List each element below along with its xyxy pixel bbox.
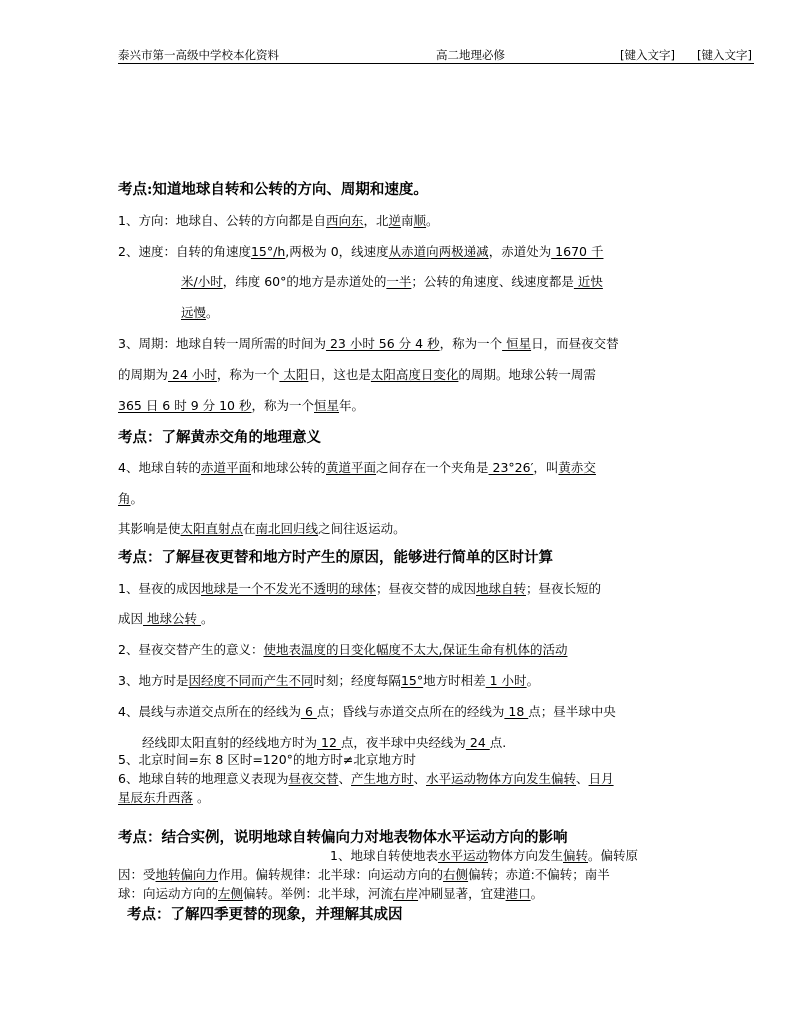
section-title-coriolis: 考点：结合实例，说明地球自转偏向力对地表物体水平运动方向的影响 bbox=[118, 829, 568, 846]
paragraph-terminator-line2: 经线即太阳直射的经线地方时为 12 点，夜半球中央经线为 24 点. bbox=[142, 735, 507, 750]
header-placeholder-1[interactable]: [键入文字] bbox=[620, 48, 675, 62]
section-title-rotation-revolution: 考点:知道地球自转和公转的方向、周期和速度。 bbox=[118, 181, 428, 198]
paragraph-period-line2: 的周期为 24 小时，称为一个 太阳日，这也是太阳高度日变化的周期。地球公转一周需 bbox=[118, 367, 596, 382]
paragraph-daynight-line1: 1、昼夜的成因地球是一个不发光不透明的球体；昼夜交替的成因地球自转；昼夜长短的 bbox=[118, 581, 602, 596]
paragraph-daynight-line2: 成因 地球公转 。 bbox=[118, 611, 214, 626]
paragraph-obliquity-line2: 角。 bbox=[118, 491, 144, 506]
paragraph-period-line1: 3、周期：地球自转一周所需的时间为 23 小时 56 分 4 秒，称为一个 恒星日，而昼夜交替 bbox=[118, 336, 619, 351]
section-title-day-night: 考点：了解昼夜更替和地方时产生的原因，能够进行简单的区时计算 bbox=[118, 549, 553, 566]
paragraph-speed-line1: 2、速度：自转的角速度15°/h,两极为 0，线速度从赤道向两极递减，赤道处为 1670 千 bbox=[118, 244, 604, 259]
section-title-ecliptic: 考点：了解黄赤交角的地理意义 bbox=[118, 429, 321, 446]
paragraph-beijing-time: 5、北京时间=东 8 区时=120°的地方时≠北京地方时 bbox=[118, 752, 416, 767]
paragraph-coriolis-line3: 球：向运动方向的左侧偏转。举例：北半球，河流右岸冲刷显著，宜建港口。 bbox=[118, 886, 544, 901]
paragraph-coriolis-line1: 1、地球自转使地表水平运动物体方向发生偏转。偏转原 bbox=[330, 848, 639, 863]
paragraph-period-line3: 365 日 6 时 9 分 10 秒，称为一个恒星年。 bbox=[118, 398, 365, 413]
paragraph-rotation-meaning-line2: 星辰东升西落 。 bbox=[118, 790, 210, 805]
section-title-seasons: 考点：了解四季更替的现象，并理解其成因 bbox=[127, 906, 403, 923]
paragraph-speed-line2: 米/小时，纬度 60°的地方是赤道处的一半；公转的角速度、线速度都是 近快 bbox=[181, 274, 603, 289]
paragraph-terminator-line1: 4、晨线与赤道交点所在的经线为 6 点；昏线与赤道交点所在的经线为 18 点；昼半球中央 bbox=[118, 704, 616, 719]
paragraph-daynight-meaning: 2、昼夜交替产生的意义：使地表温度的日变化幅度不太大,保证生命有机体的活动 bbox=[118, 642, 568, 657]
paragraph-rotation-meaning-line1: 6、地球自转的地理意义表现为昼夜交替、产生地方时、水平运动物体方向发生偏转、日月 bbox=[118, 771, 614, 786]
paragraph-direction: 1、方向：地球自、公转的方向都是自西向东，北逆南顺。 bbox=[118, 213, 439, 228]
header-school: 泰兴市第一高级中学校本化资料 bbox=[118, 48, 279, 62]
paragraph-speed-line3: 远慢。 bbox=[181, 305, 219, 320]
paragraph-obliquity-line1: 4、地球自转的赤道平面和地球公转的黄道平面之间存在一个夹角是 23°26′，叫黄赤交 bbox=[118, 460, 596, 475]
paragraph-coriolis-line2: 因：受地转偏向力作用。偏转规律：北半球：向运动方向的右侧偏转；赤道:不偏转；南半 bbox=[118, 867, 610, 882]
paragraph-local-time: 3、地方时是因经度不同而产生不同时刻；经度每隔15°地方时相差 1 小时。 bbox=[118, 673, 540, 688]
header-rule bbox=[118, 63, 754, 64]
header-placeholder-2[interactable]: [键入文字] bbox=[697, 48, 752, 62]
header-course: 高二地理必修 bbox=[436, 48, 505, 62]
paragraph-obliquity-effect: 其影响是使太阳直射点在南北回归线之间往返运动。 bbox=[118, 521, 406, 536]
